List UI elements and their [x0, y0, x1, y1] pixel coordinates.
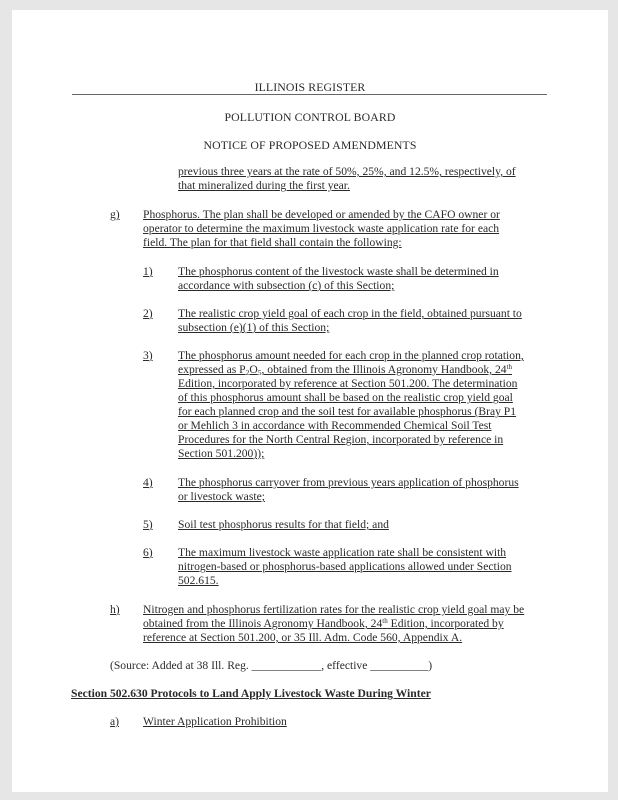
item-label-1: 1) — [143, 265, 153, 278]
item-label-4: 4) — [143, 476, 153, 489]
subsection-label-h: h) — [110, 603, 120, 616]
header-rule — [72, 94, 547, 95]
item-label-5: 5) — [143, 518, 153, 531]
item-label-2: 2) — [143, 307, 153, 320]
register-heading: ILLINOIS REGISTER — [254, 80, 366, 94]
item-3-text: expressed as $P_2O_5$, obtained from the Illinois Agronomy Handbook, 24th — [178, 363, 513, 377]
subsection-h-text: obtained from the Illinois Agronomy Handbook, 24th Edition, incorporated by — [143, 617, 504, 630]
item-3-text: The phosphorus amount needed for each crop in the planned crop rotation, — [178, 349, 524, 362]
item-label-3: 3) — [143, 349, 153, 362]
item-3-text: Edition, incorporated by reference at Section 501.200. The determination — [178, 377, 518, 390]
item-1-text: accordance with subsection (c) of this Section; — [178, 279, 395, 292]
section-heading: Section 502.630 Protocols to Land Apply Livestock Waste During Winter — [71, 687, 431, 700]
item-3-text: or Mehlich 3 in accordance with Recommended Chemical Soil Test — [178, 419, 492, 432]
item-2-text: The realistic crop yield goal of each crop in the field, obtained pursuant to — [178, 307, 522, 320]
item-3-text: Procedures for the North Central Region, incorporated by reference in — [178, 433, 504, 446]
subsection-g-text: Phosphorus. The plan shall be developed or amended by the CAFO owner or — [143, 208, 500, 221]
subsection-g-text: operator to determine the maximum livestock waste application rate for each — [143, 222, 500, 235]
source-note: (Source: Added at 38 Ill. Reg. ____________, effective __________) — [110, 659, 433, 672]
notice-heading: NOTICE OF PROPOSED AMENDMENTS — [203, 138, 417, 152]
item-6-text: nitrogen-based or phosphorus-based applications allowed under Section — [178, 560, 512, 573]
subsection-h-text: Nitrogen and phosphorus fertilization rates for the realistic crop yield goal may be — [143, 603, 525, 616]
continuation-line: that mineralized during the first year. — [178, 179, 350, 192]
item-1-text: The phosphorus content of the livestock waste shall be determined in — [178, 265, 499, 278]
subsection-label-a: a) — [110, 715, 120, 728]
item-3-text: of this phosphorus amount shall be based on the realistic crop yield goal — [178, 391, 513, 404]
item-6-text: The maximum livestock waste application rate shall be consistent with — [178, 546, 507, 559]
subsection-a-text: Winter Application Prohibition — [143, 715, 287, 728]
item-6-text: 502.615. — [178, 574, 219, 587]
continuation-line: previous three years at the rate of 50%, 25%, and 12.5%, respectively, of — [178, 165, 516, 178]
subsection-g-text: field. The plan for that field shall contain the following: — [143, 236, 402, 249]
item-5-text: Soil test phosphorus results for that field; and — [178, 518, 389, 531]
item-3-text: Section 501.200)); — [178, 447, 265, 460]
subsection-label-g: g) — [110, 208, 120, 221]
item-label-6: 6) — [143, 546, 153, 559]
item-2-text: subsection (e)(1) of this Section; — [178, 321, 330, 334]
document-page — [12, 10, 608, 792]
item-4-text: The phosphorus carryover from previous years application of phosphorus — [178, 476, 519, 489]
subsection-h-text: reference at Section 501.200, or 35 Ill. Adm. Code 560, Appendix A. — [143, 631, 463, 644]
board-heading: POLLUTION CONTROL BOARD — [224, 110, 396, 124]
item-3-text: for each planned crop and the soil test for available phosphorus (Bray P1 — [178, 405, 517, 418]
item-4-text: or livestock waste; — [178, 490, 265, 503]
